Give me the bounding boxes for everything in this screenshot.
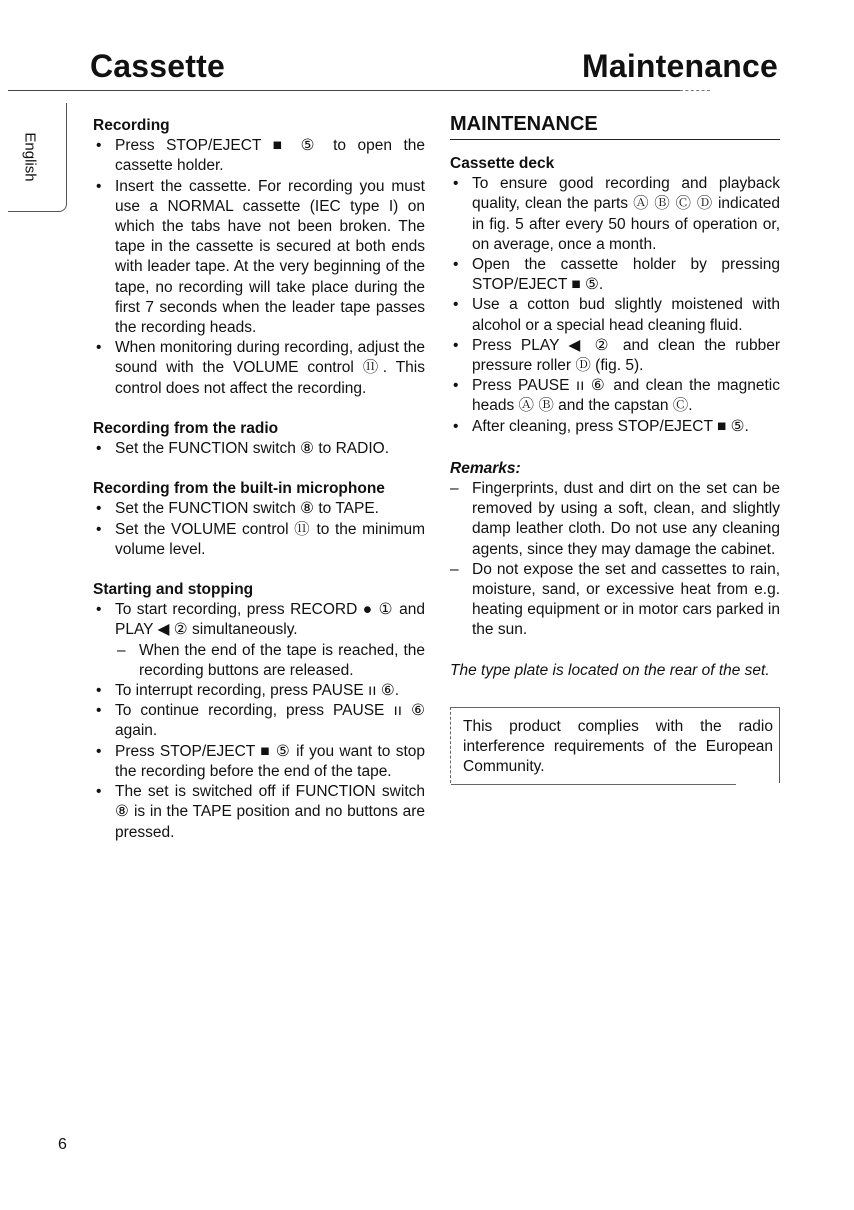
- compliance-notice-box: [450, 707, 780, 784]
- remarks-title: Remarks:: [450, 459, 521, 477]
- section-title: Recording from the built-in microphone: [93, 480, 385, 498]
- header-rule-tail: [680, 90, 710, 91]
- section-title: Recording from the radio: [93, 419, 279, 437]
- list-item: • Press PAUSE ıı ⑥ and clean the magnetic heads Ⓐ Ⓑ and the capstan Ⓒ.: [450, 376, 780, 416]
- page-number: 6: [58, 1136, 67, 1153]
- right-column: [450, 112, 780, 783]
- list-item: • Open the cassette holder by pressing STOP/EJECT ■ ⑤.: [450, 255, 780, 295]
- left-column: [93, 116, 425, 863]
- sub-item: – When the end of the tape is reached, the recording buttons are released.: [115, 641, 425, 681]
- list-item: – Do not expose the set and cassettes to rain, moisture, sand, or excessive heat from e.g. heating equipment or in motor cars parked in the sun.: [450, 560, 780, 641]
- bullet-list: [93, 499, 425, 560]
- header-left-title: Cassette: [90, 48, 226, 84]
- notice-box-bottom-rule: [451, 784, 736, 785]
- section-title: Cassette deck: [450, 155, 555, 172]
- list-item: • The set is switched off if FUNCTION switch ⑧ is in the TAPE position and no buttons are pressed.: [93, 782, 425, 843]
- list-item: • To continue recording, press PAUSE ıı ⑥ again.: [93, 701, 425, 741]
- list-item: • After cleaning, press STOP/EJECT ■ ⑤.: [450, 417, 780, 437]
- list-item: • Set the VOLUME control ⑪ to the minimum volume level.: [93, 520, 425, 560]
- list-item: • Press PLAY ◀ ② and clean the rubber pressure roller Ⓓ (fig. 5).: [450, 336, 780, 376]
- type-plate-note: The type plate is located on the rear of the set.: [450, 661, 770, 679]
- header-right-title: Maintenance: [581, 48, 778, 84]
- list-item: • When monitoring during recording, adjust the sound with the VOLUME control ⑪. This control does not affect the recording.: [93, 338, 425, 399]
- bullet-list: [93, 600, 425, 842]
- section-recording: [93, 116, 425, 399]
- header-rule: [8, 90, 680, 91]
- list-item: [93, 600, 425, 681]
- list-item: – Fingerprints, dust and dirt on the set can be removed by using a soft, clean, and slightly damp leather cloth. Do not use any cleaning agents, since they may damage the cabinet.: [450, 479, 780, 560]
- list-item: • Set the FUNCTION switch ⑧ to TAPE.: [93, 499, 425, 519]
- list-item: • Use a cotton bud slightly moistened with alcohol or a special head cleaning fluid.: [450, 295, 780, 335]
- list-item: • To ensure good recording and playback quality, clean the parts Ⓐ Ⓑ Ⓒ Ⓓ indicated in fig. 5 after every 50 hours of operation or, on average, once a month.: [450, 174, 780, 255]
- section-recording-radio: [93, 419, 425, 459]
- list-item: • Press STOP/EJECT ■ ⑤ to open the cassette holder.: [93, 136, 425, 176]
- list-item-text: To start recording, press RECORD ● ① and PLAY ◀ ② simultaneously.: [115, 601, 425, 639]
- section-title: Starting and stopping: [93, 581, 254, 599]
- language-tab-label: English: [21, 132, 39, 182]
- section-title: Recording: [93, 117, 170, 134]
- list-item: • Press STOP/EJECT ■ ⑤ if you want to stop the recording before the end of the tape.: [93, 742, 425, 782]
- maintenance-heading: MAINTENANCE: [450, 112, 780, 140]
- section-starting-stopping: [93, 580, 425, 843]
- list-item: • Set the FUNCTION switch ⑧ to RADIO.: [93, 439, 425, 459]
- bullet-list: [450, 174, 780, 437]
- section-recording-mic: [93, 479, 425, 560]
- list-item: • To interrupt recording, press PAUSE ıı ⑥.: [93, 681, 425, 701]
- section-cassette-deck: [450, 154, 780, 437]
- list-item: • Insert the cassette. For recording you must use a NORMAL cassette (IEC type I) on which the tabs have not been broken. The tape in the cassette is secured at both ends with leader tape. At the very beginning of the tape, no recording will take place during the first 7 seconds when the leader tape passes the recording heads.: [93, 177, 425, 339]
- compliance-notice-text: This product complies with the radio interference requirements of the European Community.: [463, 717, 773, 776]
- dash-list: [450, 479, 780, 641]
- bullet-list: [93, 136, 425, 399]
- bullet-list: [93, 439, 425, 459]
